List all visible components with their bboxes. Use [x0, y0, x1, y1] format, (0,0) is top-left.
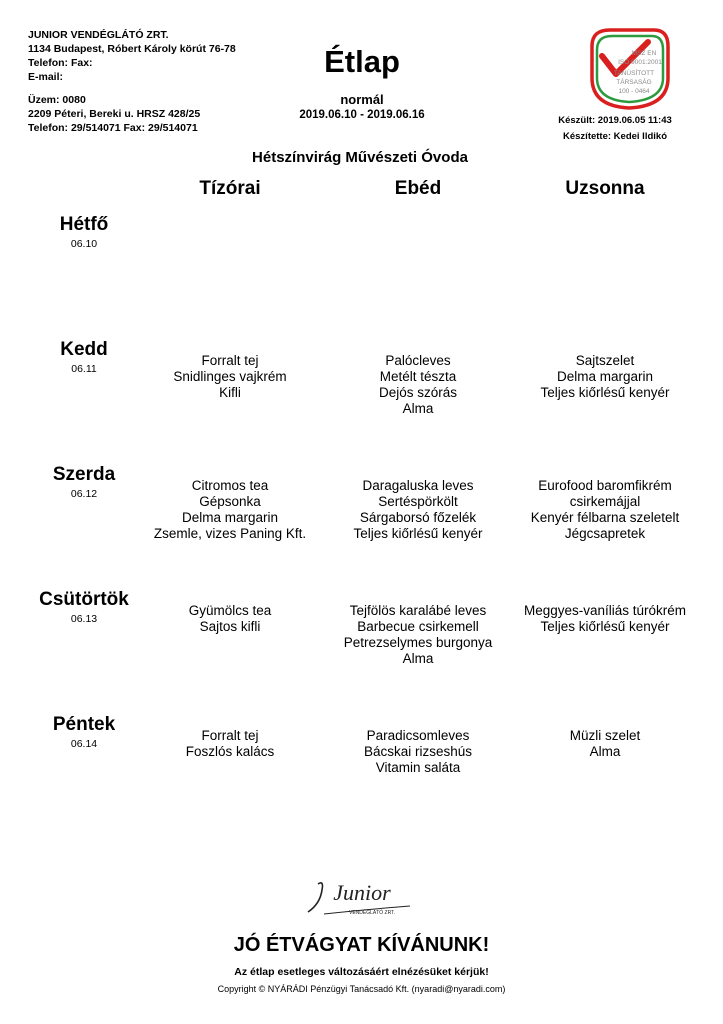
- menu-cell-tizorai: [130, 728, 330, 760]
- menu-cell-ebed: [318, 353, 518, 417]
- footer-greeting: JÓ ÉTVÁGYAT KÍVÁNUNK!: [233, 934, 490, 956]
- company-name: JUNIOR VENDÉGLÁTÓ ZRT.: [28, 29, 169, 41]
- menu-cell-tizorai: [130, 478, 330, 542]
- menu-item: Müzli szelet: [569, 728, 641, 743]
- menu-item: Eurofood baromfikrém: [538, 478, 672, 493]
- day-date: 06.14: [70, 738, 98, 750]
- menu-item: Dejós szórás: [378, 385, 458, 400]
- plant-phone: Telefon: 29/514071 Fax: 29/514071: [28, 122, 198, 134]
- svg-text:TÁRSASÁG: TÁRSASÁG: [616, 79, 652, 86]
- iso-certificate-seal: [586, 26, 672, 110]
- company-email: E-mail:: [28, 71, 64, 83]
- menu-item: Bácskai rizseshús: [363, 744, 473, 759]
- menu-item: Meggyes-vaníliás túrókrém: [523, 603, 687, 618]
- day-name: Kedd: [60, 339, 108, 360]
- svg-text:100 - 0464: 100 - 0464: [618, 88, 650, 95]
- plant-id: Üzem: 0080: [28, 94, 86, 106]
- menu-cell-tizorai: [130, 353, 330, 401]
- plant-info: [28, 93, 200, 135]
- footer-apology: Az étlap esetleges változásáért elnézésüket kérjük!: [234, 966, 489, 978]
- company-info: [28, 28, 236, 84]
- day-name: Szerda: [52, 464, 116, 485]
- svg-text:ISO 9001:2001: ISO 9001:2001: [618, 59, 662, 66]
- menu-item: Teljes kiőrlésű kenyér: [353, 526, 483, 541]
- menu-period: 2019.06.10 - 2019.06.16: [299, 109, 425, 121]
- menu-cell-uzsonna: [505, 728, 705, 760]
- menu-item: Forralt tej: [201, 353, 259, 368]
- menu-cell-uzsonna: [505, 353, 705, 401]
- menu-item: Delma margarin: [181, 510, 279, 525]
- svg-text:Junior: Junior: [333, 880, 391, 905]
- menu-item: Gyümölcs tea: [188, 603, 272, 618]
- menu-cell-ebed: [318, 728, 518, 776]
- menu-item: Snidlinges vajkrém: [173, 369, 287, 384]
- day-name: Csütörtök: [39, 589, 129, 610]
- day-name: Hétfő: [59, 214, 109, 235]
- menu-item: Sajtszelet: [575, 353, 635, 368]
- page-title: Étlap: [324, 44, 400, 79]
- day-date: 06.10: [70, 238, 98, 250]
- menu-item: Teljes kiőrlésű kenyér: [540, 619, 670, 634]
- creation-info: [540, 113, 690, 145]
- day-name: Péntek: [52, 714, 116, 735]
- svg-text:MSZ EN: MSZ EN: [631, 50, 657, 57]
- menu-item: Delma margarin: [556, 369, 654, 384]
- institution-name: Hétszínvirág Művészeti Óvoda: [252, 149, 468, 166]
- menu-item: Alma: [402, 401, 434, 416]
- column-header-ebed: Ebéd: [394, 178, 442, 199]
- company-address: 1134 Budapest, Róbert Károly körút 76-78: [28, 43, 236, 55]
- menu-item: Citromos tea: [191, 478, 269, 493]
- created-by: Készítette: Kedei Ildikó: [563, 131, 667, 142]
- footer-copyright: Copyright © NYÁRÁDI Pénzügyi Tanácsadó Kft. (nyaradi@nyaradi.com): [217, 984, 506, 994]
- day-date: 06.13: [70, 613, 98, 625]
- menu-cell-tizorai: [130, 603, 330, 635]
- plant-address: 2209 Péteri, Bereki u. HRSZ 428/25: [28, 108, 201, 120]
- svg-text:VENDÉGLÁTÓ ZRT.: VENDÉGLÁTÓ ZRT.: [348, 910, 396, 916]
- menu-item: Daragaluska leves: [362, 478, 474, 493]
- menu-item: Vitamin saláta: [375, 760, 461, 775]
- menu-item: Alma: [589, 744, 621, 759]
- column-header-uzsonna: Uzsonna: [565, 178, 645, 199]
- menu-item: Kifli: [219, 385, 241, 400]
- menu-item: Kenyér félbarna szeletelt: [530, 510, 680, 525]
- menu-item: Petrezselymes burgonya: [343, 635, 493, 650]
- menu-item: Teljes kiőrlésű kenyér: [540, 385, 670, 400]
- menu-type: normál: [340, 92, 384, 107]
- junior-logo: [300, 876, 422, 922]
- menu-cell-uzsonna: [505, 603, 705, 635]
- created-date: Készült: 2019.06.05 11:43: [558, 115, 672, 126]
- day-date: 06.12: [70, 488, 98, 500]
- menu-item: Gépsonka: [199, 494, 261, 509]
- menu-item: Alma: [402, 651, 434, 666]
- menu-item: Forralt tej: [201, 728, 259, 743]
- menu-item: Palócleves: [385, 353, 451, 368]
- svg-text:TANÚSÍTOTT: TANÚSÍTOTT: [613, 70, 655, 77]
- column-header-tizorai: Tízórai: [199, 178, 261, 199]
- menu-item: Sajtos kifli: [199, 619, 261, 634]
- menu-item: Tejfölös karalábé leves: [349, 603, 487, 618]
- menu-item: Foszlós kalács: [185, 744, 275, 759]
- menu-item: Metélt tészta: [379, 369, 457, 384]
- menu-cell-ebed: [318, 478, 518, 542]
- menu-item: Jégcsapretek: [564, 526, 646, 541]
- menu-item: Barbecue csirkemell: [357, 619, 479, 634]
- menu-item: Zsemle, vizes Paning Kft.: [153, 526, 307, 541]
- menu-item: Paradicsomleves: [366, 728, 470, 743]
- menu-item: csirkemájjal: [569, 494, 641, 509]
- menu-cell-uzsonna: [505, 478, 705, 542]
- menu-cell-ebed: [318, 603, 518, 667]
- day-date: 06.11: [71, 363, 97, 375]
- menu-item: Sertéspörkölt: [378, 494, 458, 509]
- menu-item: Sárgaborsó főzelék: [359, 510, 477, 525]
- company-phone: Telefon: Fax:: [28, 57, 93, 69]
